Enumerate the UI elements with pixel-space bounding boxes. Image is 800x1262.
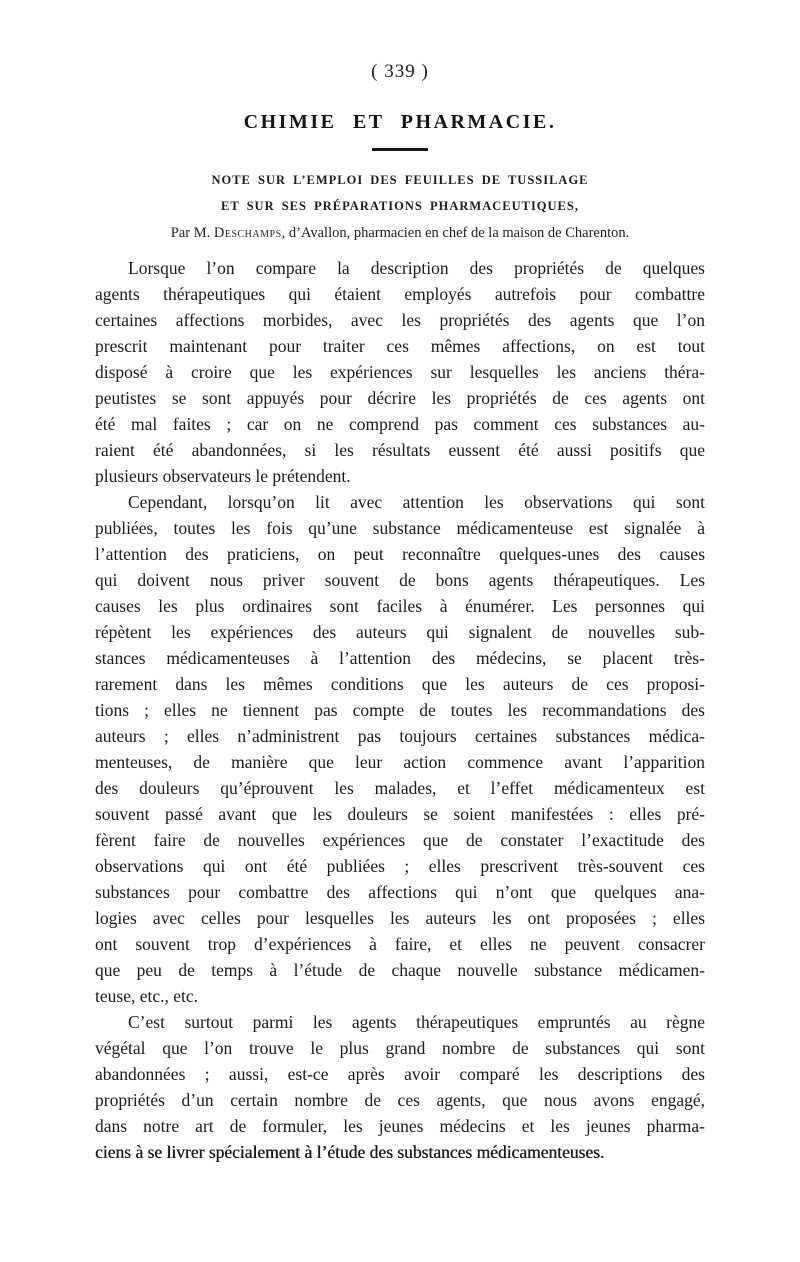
- byline: [95, 223, 705, 243]
- text-line: peutistes se sont appuyés pour décrire les propriétés de ces agents ont: [95, 388, 705, 408]
- text-line: dans notre art de formuler, les jeunes médecins et les jeunes pharma-: [95, 1116, 705, 1136]
- text-line: auteurs ; elles n’administrent pas toujours certaines substances médica-: [95, 726, 705, 746]
- author-name: Deschamps: [213, 225, 282, 241]
- text-line: stances médicamenteuses à l’attention des médecins, se placent très-: [95, 648, 705, 668]
- section-title: CHIMIE ET PHARMACIE.: [243, 111, 557, 133]
- text-line: disposé à croire que les expériences sur lesquelles les anciens théra-: [95, 362, 705, 382]
- text-line: Cependant, lorsqu’on lit avec attention les observations qui sont: [128, 492, 705, 512]
- text-line: ciens à se livrer spécialement à l’étude des substances médicamenteuses.: [95, 1142, 605, 1162]
- text-line: raient été abandonnées, si les résultats eussent été aussi positifs que: [95, 440, 705, 460]
- text-line: certaines affections morbides, avec les propriétés des agents que l’on: [95, 310, 705, 330]
- paragraph-1: [95, 255, 705, 489]
- text-line: agents thérapeutiques qui étaient employés autrefois pour combattre: [95, 284, 705, 304]
- text-line: observations qui ont été publiées ; elles prescrivent très-souvent ces: [95, 856, 705, 876]
- text-line: teuse, etc., etc.: [95, 986, 199, 1006]
- page-number: ( 339 ): [371, 61, 429, 82]
- text-line: des douleurs qu’éprouvent les malades, et l’effet médicamenteux est: [95, 778, 705, 798]
- text-line: substances pour combattre des affections qui n’ont que quelques ana-: [95, 882, 705, 902]
- text-line: répètent les expériences des auteurs qui signalent de nouvelles sub-: [95, 622, 705, 642]
- text-line: prescrit maintenant pour traiter ces mêmes affections, on est tout: [95, 336, 705, 356]
- text-line: l’attention des praticiens, on peut reconnaître quelques-unes des causes: [95, 544, 705, 564]
- text-line: abandonnées ; aussi, est-ce après avoir comparé les descriptions des: [95, 1064, 705, 1084]
- paragraph-2: [95, 489, 705, 1009]
- text-line: publiées, toutes les fois qu’une substance médicamenteuse est signalée à: [95, 518, 705, 538]
- text-line: propriétés d’un certain nombre de ces agents, que nous avons engagé,: [95, 1090, 705, 1110]
- text-line: Lorsque l’on compare la description des propriétés de quelques: [128, 258, 705, 278]
- text-line: plusieurs observateurs le prétendent.: [95, 466, 351, 486]
- paragraph-3: [95, 1009, 705, 1165]
- text-line: C’est surtout parmi les agents thérapeutiques empruntés au règne: [128, 1012, 705, 1032]
- article-body: [95, 255, 705, 1165]
- subtitle-line-1: NOTE SUR L’EMPLOI DES FEUILLES DE TUSSILAGE: [211, 173, 589, 187]
- article-subtitle: [95, 167, 705, 219]
- page-content: [95, 60, 705, 1165]
- byline-prefix: Par M.: [170, 225, 214, 241]
- text-line: causes les plus ordinaires sont faciles à énumérer. Les personnes qui: [95, 596, 705, 616]
- byline-suffix: , d’Avallon, pharmacien en chef de la maison de Charenton.: [281, 225, 630, 241]
- text-line: été mal faites ; car on ne comprend pas comment ces substances au-: [95, 414, 705, 434]
- title-divider-rule: [372, 148, 428, 151]
- text-line: fèrent faire de nouvelles expériences que de constater l’exactitude des: [95, 830, 705, 850]
- text-line: ont souvent trop d’expériences à faire, et elles ne peuvent consacrer: [95, 934, 705, 954]
- text-line: rarement dans les mêmes conditions que les auteurs de ces proposi-: [95, 674, 705, 694]
- subtitle-line-2: ET SUR SES PRÉPARATIONS PHARMACEUTIQUES,: [221, 199, 579, 213]
- text-line: logies avec celles pour lesquelles les auteurs les ont proposées ; elles: [95, 908, 705, 928]
- text-line: qui doivent nous priver souvent de bons agents thérapeutiques. Les: [95, 570, 705, 590]
- text-line: tions ; elles ne tiennent pas compte de toutes les recommandations des: [95, 700, 705, 720]
- text-line: souvent passé avant que les douleurs se soient manifestées : elles pré-: [95, 804, 705, 824]
- text-line: que peu de temps à l’étude de chaque nouvelle substance médicamen-: [95, 960, 705, 980]
- text-line: menteuses, de manière que leur action commence avant l’apparition: [95, 752, 705, 772]
- text-line: végétal que l’on trouve le plus grand nombre de substances qui sont: [95, 1038, 705, 1058]
